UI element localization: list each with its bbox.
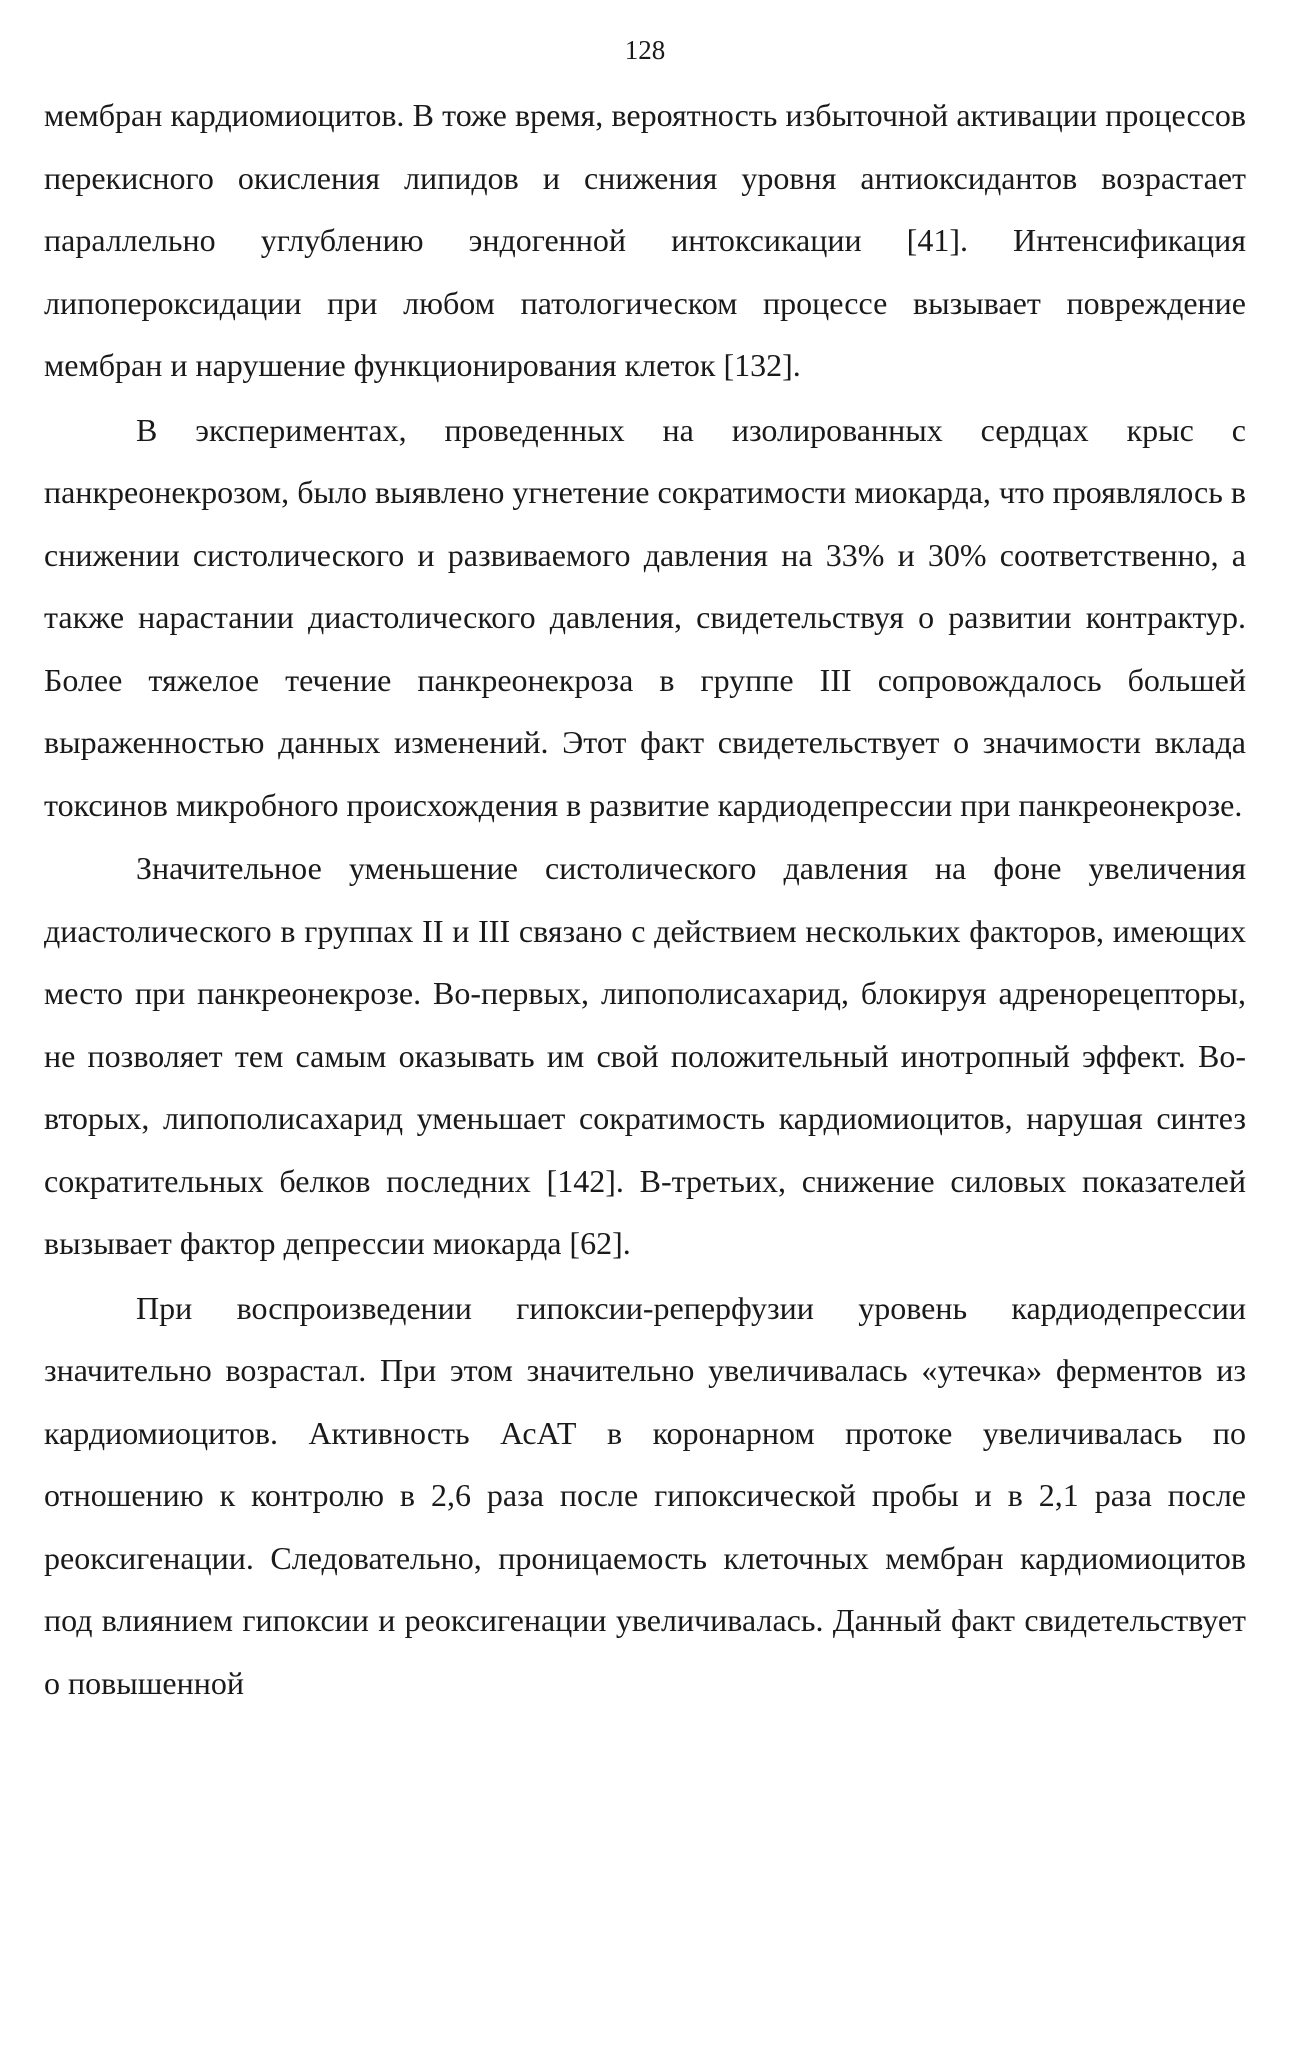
document-body	[44, 84, 1246, 1714]
paragraph-hypoxia-reperfusion: При воспроизведении гипоксии-реперфузии уровень кардиодепрессии значительно возрастал. При этом значительно увеличивалась «утечка» ферментов из кардиомиоцитов. Активность АсАТ в коронарном протоке увеличивалась по отношению к контролю в 2,6 раза после гипоксической пробы и в 2,1 раза после реоксигенации. Следовательно, проницаемость клеточных мембран кардиомиоцитов под влиянием гипоксии и реоксигенации увеличивалась. Данный факт свидетельствует о повышенной	[44, 1289, 1246, 1701]
paragraph-experiments: В экспериментах, проведенных на изолированных сердцах крыс с панкреонекрозом, было выявлено угнетение сократимости миокарда, что проявлялось в снижении систолического и развиваемого давления на 33% и 30% соответственно, а также нарастании диастолического давления, свидетельствуя о развитии контрактур. Более тяжелое течение панкреонекроза в группе III сопровождалось большей выраженностью данных изменений. Этот факт свидетельствует о значимости вклада токсинов микробного происхождения в развитие кардиодепрессии при панкреонекрозе.	[44, 411, 1246, 823]
page-number: 128	[624, 35, 666, 65]
paragraph-continuation: мембран кардиомиоцитов. В тоже время, вероятность избыточной активации процессов перекисного окисления липидов и снижения уровня антиоксидантов возрастает параллельно углублению эндогенной интоксикации [41]. Интенсификация липопероксидации при любом патологическом процессе вызывает повреждение мембран и нарушение функционирования клеток [132].	[44, 97, 1246, 383]
paragraph-systolic-decrease: Значительное уменьшение систолического давления на фоне увеличения диастолического в группах II и III связано с действием нескольких факторов, имеющих место при панкреонекрозе. Во-первых, липополисахарид, блокируя адренорецепторы, не позволяет тем самым оказывать им свой положительный инотропный эффект. Во-вторых, липополисахарид уменьшает сократимость кардиомиоцитов, нарушая синтез сократительных белков последних [142]. В-третьих, снижение силовых показателей вызывает фактор депрессии миокарда [62].	[44, 850, 1246, 1261]
